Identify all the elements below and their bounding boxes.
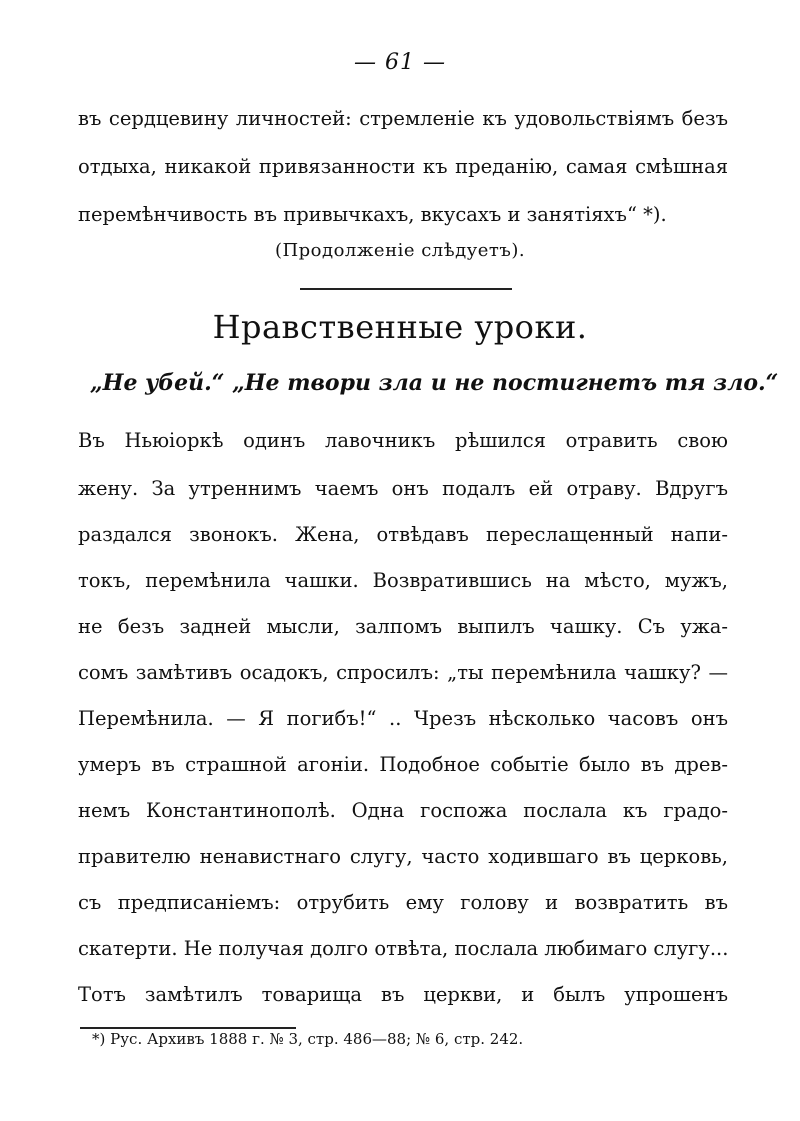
paragraph-line: немъ Константинополѣ. Одна госпожа послала къ градо-	[78, 799, 728, 822]
paragraph-line: умеръ въ страшной агоніи. Подобное событіе было въ древ-	[78, 753, 728, 776]
page-number: — 61 —	[354, 50, 446, 75]
paragraph-line: въ сердцевину личностей: стремленіе къ удовольствіямъ безъ	[78, 107, 728, 130]
paragraph-line: жену. За утреннимъ чаемъ онъ подалъ ей отраву. Вдругъ	[78, 477, 728, 500]
footnote-divider	[80, 1027, 296, 1029]
paragraph-line: токъ, перемѣнила чашки. Возвратившись на мѣсто, мужъ,	[78, 569, 728, 592]
paragraph-line: правителю ненавистнаго слугу, часто ходившаго въ церковь,	[78, 845, 728, 868]
paragraph-line: не безъ задней мысли, залпомъ выпилъ чашку. Съ ужа-	[78, 615, 728, 638]
paragraph-line: сомъ замѣтивъ осадокъ, спросилъ: „ты перемѣнила чашку? —	[78, 661, 728, 684]
footnote: *) Рус. Архивъ 1888 г. № 3, стр. 486—88; № 6, стр. 242.	[92, 1030, 524, 1048]
paragraph-line: скатерти. Не получая долго отвѣта, послала любимаго слугу...	[78, 937, 729, 960]
paragraph-line: Въ Ньюіоркѣ одинъ лавочникъ рѣшился отравить свою	[78, 429, 728, 452]
epigraph: „Не убей.“ „Не твори зла и не постигнетъ тя зло.“	[90, 370, 779, 396]
section-divider	[300, 288, 512, 290]
paragraph-line: Тотъ замѣтилъ товарища въ церкви, и былъ упрошенъ	[78, 983, 728, 1006]
continuation-note: (Продолженіе слѣдуетъ).	[274, 240, 526, 261]
paragraph-line: Перемѣнила. — Я погибъ!“ .. Чрезъ нѣсколько часовъ онъ	[78, 707, 728, 730]
paragraph-line: отдыха, никакой привязанности къ преданію, самая смѣшная	[78, 155, 728, 178]
paragraph-line: перемѣнчивость въ привычкахъ, вкусахъ и занятіяхъ“ *).	[78, 203, 667, 226]
paragraph-line: съ предписаніемъ: отрубить ему голову и возвратить въ	[78, 891, 728, 914]
section-title: Нравственные уроки.	[212, 308, 588, 346]
paragraph-line: раздался звонокъ. Жена, отвѣдавъ переслащенный напи-	[78, 523, 728, 546]
